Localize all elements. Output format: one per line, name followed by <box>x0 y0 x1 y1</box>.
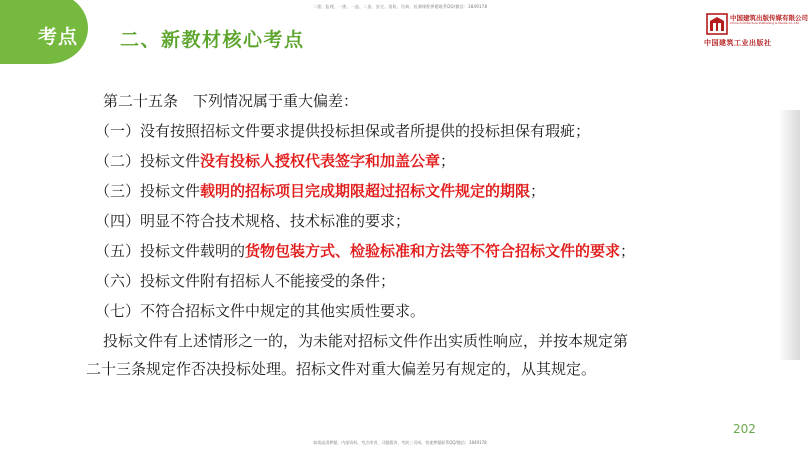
item-text: （三）投标文件 <box>95 182 201 200</box>
item-highlight: 载明的招标项目完成期限超过招标文件规定的期限 <box>200 182 531 200</box>
item-highlight: 没有投标人授权代表签字和加盖公章 <box>200 152 441 170</box>
item-suffix: ； <box>530 182 546 200</box>
item-text: （二）投标文件 <box>95 152 201 170</box>
bottom-watermark-note: 如需高清押题、内部资料、考点串讲、习题精讲、考前三页纸、快速押题联系QQ/微信：3849178 <box>313 440 487 445</box>
badge-label: 考点 <box>38 26 79 48</box>
publisher-name-en: China Architecture Publishing & Media Co.,Ltd <box>730 21 799 25</box>
item-text: （一）没有按照招标文件要求提供投标担保或者所提供的投标担保有瑕疵； <box>95 122 591 140</box>
page-number: 202 <box>733 422 756 436</box>
item-suffix: ； <box>440 152 456 170</box>
list-item <box>95 210 410 232</box>
paragraph-line: 投标文件有上述情形之一的，为未能对招标文件作出实质性响应，并按本规定第 <box>103 332 629 350</box>
publisher-brand: 中国建筑工业出版社 <box>704 39 772 47</box>
item-suffix: ； <box>620 242 636 260</box>
publisher-logo <box>704 12 808 47</box>
list-item <box>95 120 590 142</box>
list-item <box>95 180 545 202</box>
list-item <box>95 300 425 322</box>
item-highlight: 货物包装方式、检验标准和方法等不符合招标文件的要求 <box>245 242 621 260</box>
decorative-edge-shadow <box>778 110 800 360</box>
publisher-emblem-icon <box>706 13 728 35</box>
top-watermark-note: 二建、监理、一建、一造、二造、安全、消防、咨询、检测课程押题联系QQ/微信：3849178 <box>312 4 488 9</box>
list-item <box>95 240 635 262</box>
article-heading: 第二十五条 下列情况属于重大偏差： <box>103 92 359 110</box>
publisher-name-cn: 中国建筑出版传媒有限公司 <box>730 14 808 22</box>
item-text: （五）投标文件载明的 <box>95 242 246 260</box>
item-text: （七）不符合招标文件中规定的其他实质性要求。 <box>95 302 426 320</box>
list-item <box>95 150 455 172</box>
list-item <box>95 270 395 292</box>
section-title: 二、新教材核心考点 <box>120 29 305 51</box>
item-text: （六）投标文件附有招标人不能接受的条件； <box>95 272 396 290</box>
item-text: （四）明显不符合技术规格、技术标准的要求； <box>95 212 411 230</box>
paragraph-line: 二十三条规定作否决投标处理。招标文件对重大偏差另有规定的，从其规定。 <box>86 360 597 378</box>
